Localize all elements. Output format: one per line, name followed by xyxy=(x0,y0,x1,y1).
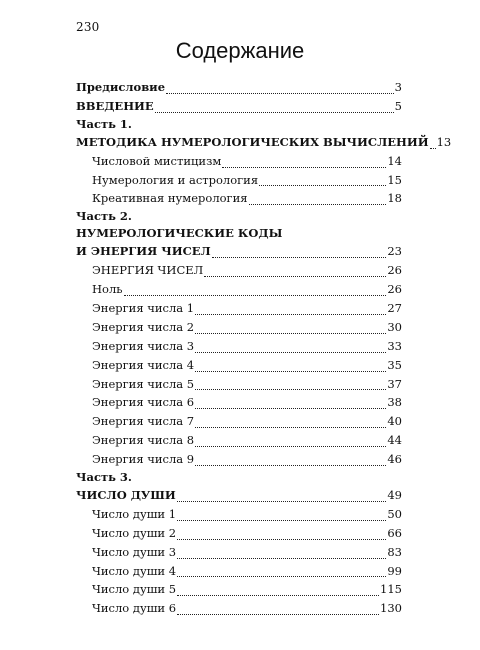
dot-leader xyxy=(259,185,386,186)
part-heading: Часть 1. xyxy=(76,116,132,131)
toc-entry-label: Число души 5 xyxy=(92,582,177,597)
toc-entry-page: 18 xyxy=(387,191,402,206)
toc-entry[interactable] xyxy=(76,543,402,562)
toc-entry[interactable] xyxy=(76,393,402,412)
toc-entry-label: Энергия числа 3 xyxy=(92,338,195,353)
toc-entry-page: 66 xyxy=(387,525,402,540)
dot-leader xyxy=(195,389,386,390)
toc-entry-label: Предисловие xyxy=(76,80,166,94)
toc-entry-label: МЕТОДИКА НУМЕРОЛОГИЧЕСКИХ ВЫЧИСЛЕНИЙ xyxy=(76,134,429,149)
toc-entry-label: Энергия числа 6 xyxy=(92,395,195,410)
toc-entry-part2-title[interactable] xyxy=(76,242,402,261)
toc-entry[interactable] xyxy=(76,505,402,524)
toc-entry[interactable] xyxy=(76,318,402,337)
toc-entry-page: 38 xyxy=(387,395,402,410)
toc-entry-page: 46 xyxy=(387,452,402,467)
dot-leader xyxy=(155,112,394,113)
toc-entry-page: 130 xyxy=(380,601,402,616)
dot-leader xyxy=(204,276,386,277)
toc-entry[interactable] xyxy=(76,337,402,356)
toc-entry-label: Креативная нумерология xyxy=(92,191,248,206)
toc-entry-part1-title[interactable] xyxy=(76,133,452,152)
toc-entry-page: 115 xyxy=(380,582,402,597)
toc-entry-page: 40 xyxy=(387,414,402,429)
dot-leader xyxy=(177,501,387,502)
toc-entry[interactable] xyxy=(76,356,402,375)
toc-entry-page: 37 xyxy=(387,376,402,391)
toc-entry[interactable] xyxy=(76,280,402,299)
toc-entry[interactable] xyxy=(76,524,402,543)
toc-entry-page: 27 xyxy=(387,301,402,316)
toc-entry-page: 99 xyxy=(387,563,402,578)
toc-entry-label: Энергия числа 7 xyxy=(92,414,195,429)
toc-entry[interactable] xyxy=(76,412,402,431)
toc-entry-page: 44 xyxy=(387,433,402,448)
dot-leader xyxy=(195,352,386,353)
toc-entry[interactable] xyxy=(76,562,402,581)
page-title: Содержание xyxy=(175,38,305,63)
toc-entry-page: 13 xyxy=(436,134,452,149)
toc-entry-label: Энергия числа 2 xyxy=(92,319,195,334)
toc-entry-label: Числовой мистицизм xyxy=(92,153,222,168)
dot-leader xyxy=(177,539,386,540)
toc-entry[interactable] xyxy=(76,375,402,394)
dot-leader xyxy=(430,148,436,149)
toc-entry-page: 5 xyxy=(394,98,402,113)
dot-leader xyxy=(177,614,379,615)
toc-entry[interactable] xyxy=(76,299,402,318)
toc-entry-page: 15 xyxy=(387,172,402,187)
dot-leader xyxy=(195,371,386,372)
toc-entry-part3-title[interactable] xyxy=(76,486,402,505)
toc-entry-page: 50 xyxy=(387,506,402,521)
toc-entry[interactable] xyxy=(76,171,402,190)
toc-entry-label: Число души 1 xyxy=(92,506,177,521)
dot-leader xyxy=(177,595,379,596)
toc-entry-label: Ноль xyxy=(92,282,123,297)
toc-entry-page: 26 xyxy=(387,282,402,297)
toc-entry-label: Энергия числа 4 xyxy=(92,357,195,372)
dot-leader xyxy=(195,314,386,315)
toc-entry[interactable] xyxy=(76,431,402,450)
part-heading: Часть 3. xyxy=(76,470,132,485)
toc-entry-label: Энергия числа 9 xyxy=(92,452,195,467)
toc-entry[interactable] xyxy=(76,450,402,469)
dot-leader xyxy=(222,167,386,168)
toc-entry-label: Нумерология и астрология xyxy=(92,172,259,187)
toc-entry-intro[interactable] xyxy=(76,97,402,116)
toc-entry-page: 33 xyxy=(387,338,402,353)
dot-leader xyxy=(177,558,386,559)
dot-leader xyxy=(124,295,387,296)
toc-entry-label: ВВЕДЕНИЕ xyxy=(76,98,154,113)
toc-entry-page: 14 xyxy=(387,153,402,168)
toc-entry-page: 23 xyxy=(387,244,402,259)
dot-leader xyxy=(249,204,387,205)
page-number: 230 xyxy=(76,20,100,34)
toc-entry-label: ЧИСЛО ДУШИ xyxy=(76,488,176,503)
toc-entry-page: 35 xyxy=(387,357,402,372)
toc-entry-label: И ЭНЕРГИЯ ЧИСЕЛ xyxy=(76,244,211,259)
toc-entry-label: Число души 3 xyxy=(92,544,177,559)
dot-leader xyxy=(212,257,387,258)
dot-leader xyxy=(177,576,386,577)
toc-entry-label: Число души 2 xyxy=(92,525,177,540)
part-title-line: НУМЕРОЛОГИЧЕСКИЕ КОДЫ xyxy=(76,226,283,241)
toc-entry[interactable] xyxy=(76,189,402,208)
toc-entry-label: Число души 4 xyxy=(92,563,177,578)
dot-leader xyxy=(195,333,386,334)
dot-leader xyxy=(195,408,386,409)
toc-entry-page: 83 xyxy=(387,544,402,559)
toc-entry-page: 26 xyxy=(387,263,402,278)
toc-entry[interactable] xyxy=(76,152,402,171)
toc-entry-page: 3 xyxy=(394,80,402,94)
part-heading: Часть 2. xyxy=(76,209,132,224)
dot-leader xyxy=(195,427,386,428)
toc-entry-page: 49 xyxy=(387,488,402,503)
toc-entry[interactable] xyxy=(76,599,402,618)
toc-entry-preface[interactable] xyxy=(76,78,402,97)
toc-entry[interactable] xyxy=(76,580,402,599)
dot-leader xyxy=(177,520,386,521)
toc-entry-label: Энергия числа 8 xyxy=(92,433,195,448)
dot-leader xyxy=(195,446,386,447)
toc-entry-page: 30 xyxy=(387,319,402,334)
toc-entry[interactable] xyxy=(76,261,402,280)
dot-leader xyxy=(195,465,386,466)
table-of-contents xyxy=(76,78,452,618)
toc-entry-label: Число души 6 xyxy=(92,601,177,616)
toc-entry-label: Энергия числа 1 xyxy=(92,301,195,316)
dot-leader xyxy=(166,93,394,94)
toc-entry-label: ЭНЕРГИЯ ЧИСЕЛ xyxy=(92,263,204,278)
toc-entry-label: Энергия числа 5 xyxy=(92,376,195,391)
